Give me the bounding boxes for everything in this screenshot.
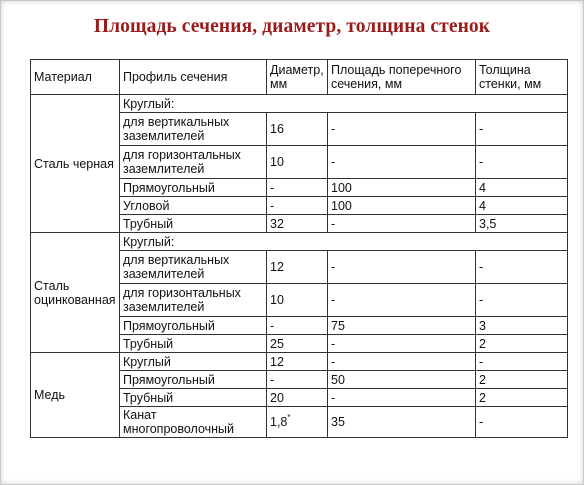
profile-cell: Угловой <box>120 197 267 215</box>
diameter-cell: 12 <box>267 251 328 284</box>
header-area: Площадь поперечного сечения, мм <box>328 60 476 95</box>
profile-cell: для горизонтальных заземлителей <box>120 284 267 317</box>
table-row <box>31 233 568 251</box>
page-title: Площадь сечения, диаметр, толщина стенок <box>93 16 491 37</box>
diameter-cell: 32 <box>267 215 328 233</box>
diameter-cell: 16 <box>267 113 328 146</box>
thickness-cell: - <box>476 353 568 371</box>
area-cell: - <box>328 113 476 146</box>
thickness-cell: 3 <box>476 317 568 335</box>
area-cell: - <box>328 353 476 371</box>
diameter-cell: - <box>267 317 328 335</box>
profile-cell: Трубный <box>120 389 267 407</box>
profile-cell: для горизонтальных заземлителей <box>120 146 267 179</box>
thickness-cell: 2 <box>476 335 568 353</box>
diameter-cell: 12 <box>267 353 328 371</box>
profile-cell: Трубный <box>120 215 267 233</box>
thickness-cell: 4 <box>476 197 568 215</box>
thickness-cell: - <box>476 251 568 284</box>
profile-cell: Прямоугольный <box>120 371 267 389</box>
area-cell: - <box>328 335 476 353</box>
thickness-cell: - <box>476 284 568 317</box>
header-profile: Профиль сечения <box>120 60 267 95</box>
table-header-row <box>31 60 568 95</box>
material-cell: Сталь черная <box>31 95 120 233</box>
profile-cell: Прямоугольный <box>120 179 267 197</box>
table-row <box>31 353 568 371</box>
profile-cell: Круглый <box>120 353 267 371</box>
profile-cell: для вертикальных заземлителей <box>120 251 267 284</box>
area-cell: 75 <box>328 317 476 335</box>
header-thickness: Толщина стенки, мм <box>476 60 568 95</box>
diameter-cell: 10 <box>267 146 328 179</box>
area-cell: 35 <box>328 407 476 438</box>
profile-cell: Круглый: <box>120 95 568 113</box>
material-cell: Сталь оцинкованная <box>31 233 120 353</box>
thickness-cell: 4 <box>476 179 568 197</box>
diameter-cell: 20 <box>267 389 328 407</box>
spec-table <box>30 59 568 438</box>
area-cell: - <box>328 284 476 317</box>
material-cell: Медь <box>31 353 120 438</box>
footnote-marker: * <box>287 413 291 422</box>
table-row <box>31 95 568 113</box>
thickness-cell: - <box>476 113 568 146</box>
thickness-cell: - <box>476 407 568 438</box>
profile-cell: Прямоугольный <box>120 317 267 335</box>
area-cell: 100 <box>328 197 476 215</box>
header-material: Материал <box>31 60 120 95</box>
area-cell: - <box>328 251 476 284</box>
area-cell: 100 <box>328 179 476 197</box>
profile-cell: Канат многопроволочный <box>120 407 267 438</box>
diameter-value: 1,8 <box>270 415 288 429</box>
area-cell: - <box>328 389 476 407</box>
area-cell: - <box>328 215 476 233</box>
diameter-cell: 10 <box>267 284 328 317</box>
diameter-cell: 25 <box>267 335 328 353</box>
profile-cell: Круглый: <box>120 233 568 251</box>
diameter-cell: - <box>267 371 328 389</box>
profile-cell: Трубный <box>120 335 267 353</box>
thickness-cell: - <box>476 146 568 179</box>
diameter-cell: - <box>267 179 328 197</box>
thickness-cell: 2 <box>476 389 568 407</box>
profile-cell: для вертикальных заземлителей <box>120 113 267 146</box>
area-cell: 50 <box>328 371 476 389</box>
header-diameter: Диаметр, мм <box>267 60 328 95</box>
area-cell: - <box>328 146 476 179</box>
diameter-cell <box>267 407 328 438</box>
thickness-cell: 2 <box>476 371 568 389</box>
thickness-cell: 3,5 <box>476 215 568 233</box>
diameter-cell: - <box>267 197 328 215</box>
